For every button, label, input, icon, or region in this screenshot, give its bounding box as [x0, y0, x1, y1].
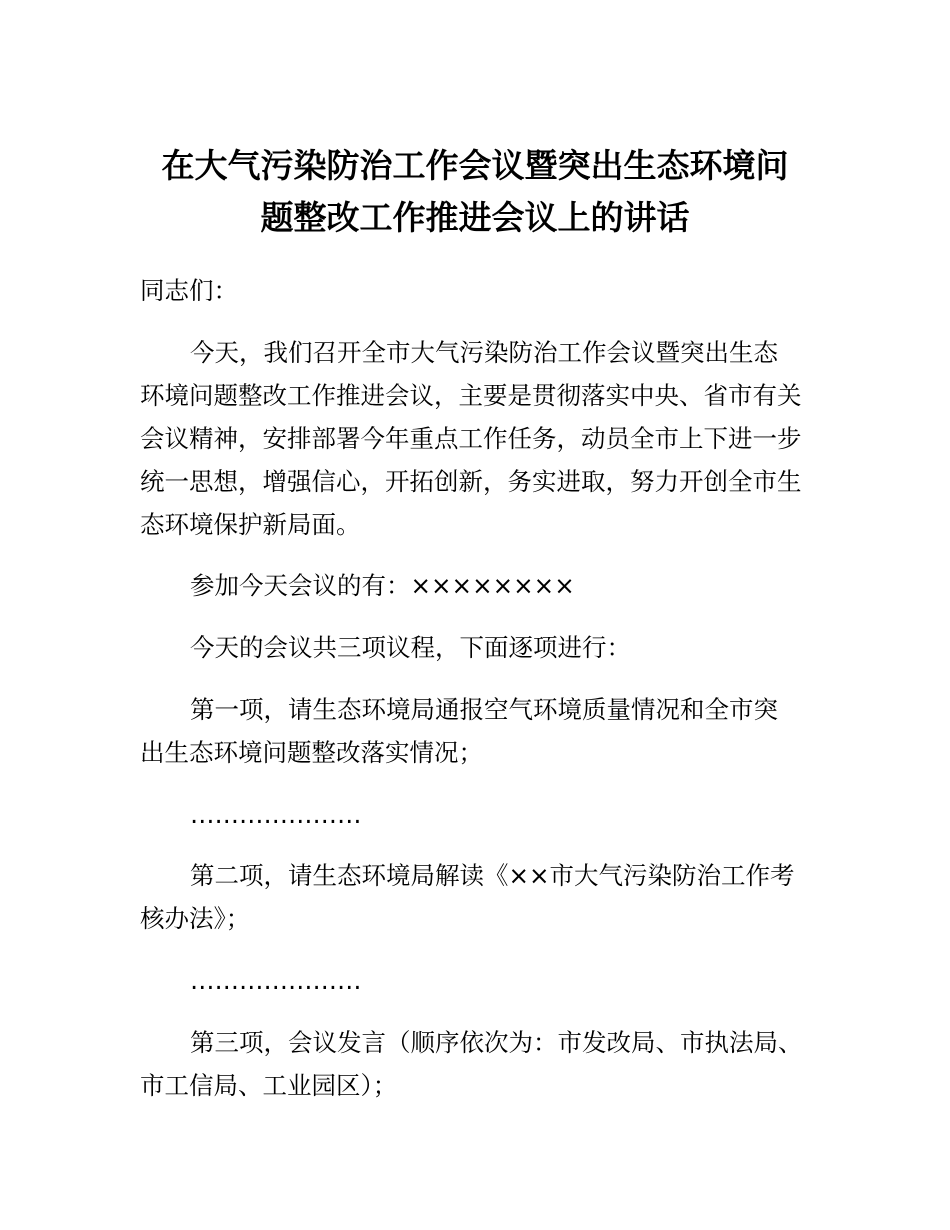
title-line-1: 在大气污染防治工作会议暨突出生态环境问	[161, 146, 789, 185]
salutation: 同志们：	[140, 276, 238, 305]
intro-line-3: 会议精神，安排部署今年重点工作任务，动员全市上下进一步	[140, 424, 802, 453]
ellipsis-1: …………………	[190, 800, 362, 829]
title-line-2: 题整改工作推进会议上的讲话	[260, 198, 690, 237]
document-title	[140, 140, 810, 244]
agenda-item-3-line-2: 市工信局、工业园区）；	[140, 1071, 398, 1100]
agenda-item-3-line-1: 第三项，会议发言（顺序依次为：市发改局、市执法局、	[190, 1028, 803, 1057]
agenda-item-2-line-2: 核办法》；	[140, 904, 251, 933]
ellipsis-2: …………………	[190, 966, 362, 995]
intro-line-2: 环境问题整改工作推进会议，主要是贯彻落实中央、省市有关	[140, 381, 802, 410]
intro-line-4: 统一思想，增强信心，开拓创新，务实进取，努力开创全市生	[140, 467, 802, 496]
agenda-item-1-line-2: 出生态环境问题整改落实情况；	[140, 738, 483, 767]
agenda-intro-line: 今天的会议共三项议程，下面逐项进行：	[190, 633, 631, 662]
attendees-line: 参加今天会议的有：××××××××	[190, 571, 575, 600]
agenda-item-2-line-1: 第二项，请生态环境局解读《××市大气污染防治工作考	[190, 861, 795, 890]
intro-line-5: 态环境保护新局面。	[140, 510, 361, 539]
intro-line-1: 今天，我们召开全市大气污染防治工作会议暨突出生态	[190, 338, 778, 367]
agenda-item-1-line-1: 第一项，请生态环境局通报空气环境质量情况和全市突	[190, 695, 778, 724]
